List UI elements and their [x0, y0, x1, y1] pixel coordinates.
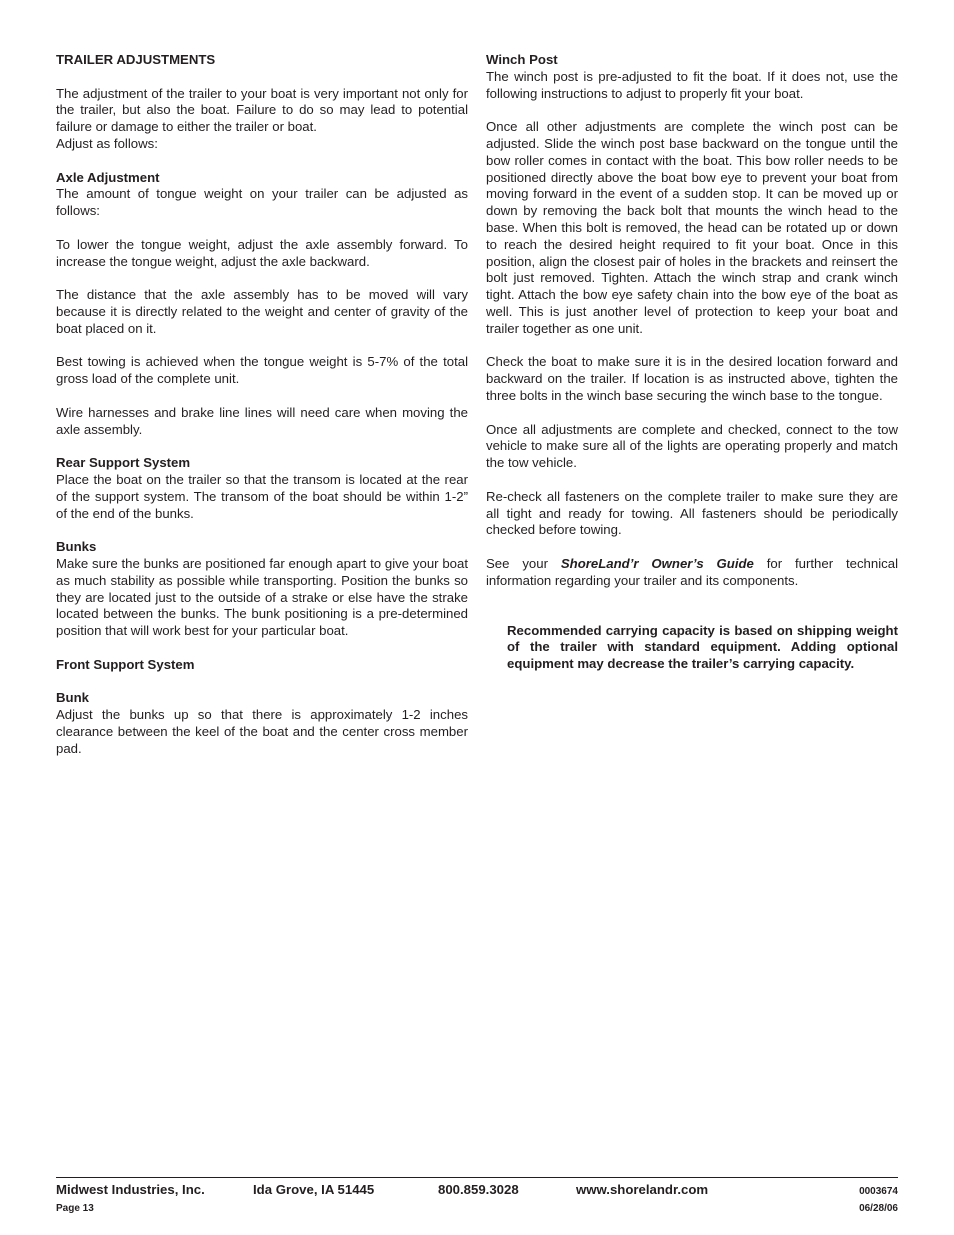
- winch-post-heading: Winch Post: [486, 52, 558, 67]
- bunk-heading: Bunk: [56, 690, 89, 706]
- footer-page-number: Page 13: [56, 1203, 94, 1214]
- footer-doc-number: 0003674: [859, 1186, 898, 1197]
- right-column: [486, 52, 898, 673]
- winch-paragraph-3: Check the boat to make sure it is in the desired location forward and backward on the trailer. If location is as instructed above, tighten the three bolts in the winch base securing the winch base to the tongue.: [486, 354, 898, 403]
- see-prefix: See your: [486, 555, 561, 571]
- capacity-note: Recommended carrying capacity is based on shipping weight of the trailer with standard equipment. Adding optional equipment may decrease the trailer’s carrying capacity.: [507, 622, 898, 672]
- axle-adjustment-heading: Axle Adjustment: [56, 169, 160, 185]
- footer-divider: [56, 1177, 898, 1178]
- owners-guide-paragraph: [486, 556, 898, 590]
- footer-city: Ida Grove, IA 51445: [253, 1182, 375, 1197]
- left-column: [56, 52, 468, 774]
- axle-paragraph-4: Best towing is achieved when the tongue weight is 5-7% of the total gross load of the complete unit.: [56, 354, 468, 387]
- intro-adjust-line: Adjust as follows:: [56, 135, 158, 151]
- bunks-paragraph: Make sure the bunks are positioned far enough apart to give your boat as much stability as possible while transporting. Position the bunks so they are located just to the outside of a strake or else have the strake located between the bunks. The bunk positioning is a pre-determined position that will work best for your particular boat.: [56, 555, 468, 639]
- axle-paragraph-2: To lower the tongue weight, adjust the axle assembly forward. To increase the tongue weight, adjust the axle backward.: [56, 236, 468, 269]
- footer-website: www.shorelandr.com: [576, 1182, 709, 1197]
- owners-guide-title: ShoreLand’r Owner’s Guide: [560, 555, 754, 571]
- footer-date: 06/28/06: [859, 1203, 898, 1214]
- see-suffix: for further technical information regarding your trailer and its components.: [486, 555, 899, 588]
- winch-paragraph-5: Re-check all fasteners on the complete trailer to make sure they are all tight and ready for towing. All fasteners should be periodically checked before towing.: [486, 488, 898, 538]
- intro-paragraph: The adjustment of the trailer to your boat is very important not only for the trailer, but also the boat. Failure to do so may lead to potential failure or damage to either the trailer or boat.: [56, 85, 468, 135]
- winch-paragraph-1: The winch post is pre-adjusted to fit the boat. If it does not, use the following instructions to adjust to properly fit your boat.: [486, 68, 898, 101]
- rear-support-paragraph: Place the boat on the trailer so that the transom is located at the rear of the support system. The transom of the boat should be within 1-2” of the end of the bunks.: [56, 471, 468, 521]
- axle-paragraph-5: Wire harnesses and brake line lines will need care when moving the axle assembly.: [56, 404, 468, 437]
- bunk-paragraph: Adjust the bunks up so that there is approximately 1-2 inches clearance between the keel of the boat and the center cross member pad.: [56, 707, 468, 756]
- footer-phone: 800.859.3028: [438, 1182, 519, 1197]
- axle-paragraph-1: The amount of tongue weight on your trailer can be adjusted as follows:: [56, 186, 468, 219]
- winch-paragraph-2: Once all other adjustments are complete the winch post can be adjusted. Slide the winch post base backward on the tongue until the bow roller comes in contact with the boat. This bow roller needs to be positioned directly above the boat bow eye to prevent your boat from moving forward in the event of a sudden stop. It can be moved up or down by removing the back bolt that mounts the winch head to the base. When this bolt is removed, the head can be rotated up or down to reach the desired height required to fit your boat. Once in this position, align the closest pair of holes in the brackets and reinsert the bolt just removed. Tighten. Attach the winch strap and crank winch tight. Attach the bow eye safety chain into the bow eye of the boat as well. This is just another level of protection to keep your boat and trailer together as one unit.: [486, 119, 898, 336]
- footer-company: Midwest Industries, Inc.: [56, 1182, 205, 1197]
- winch-paragraph-4: Once all adjustments are complete and checked, connect to the tow vehicle to make sure all of the lights are operating properly and match the tow vehicle.: [486, 421, 898, 471]
- section-title: TRAILER ADJUSTMENTS: [56, 52, 216, 67]
- bunks-heading: Bunks: [56, 539, 97, 555]
- axle-paragraph-3: The distance that the axle assembly has to be moved will vary because it is directly related to the weight and center of gravity of the boat placed on it.: [56, 287, 468, 336]
- rear-support-heading: Rear Support System: [56, 455, 191, 471]
- front-support-heading: Front Support System: [56, 656, 195, 672]
